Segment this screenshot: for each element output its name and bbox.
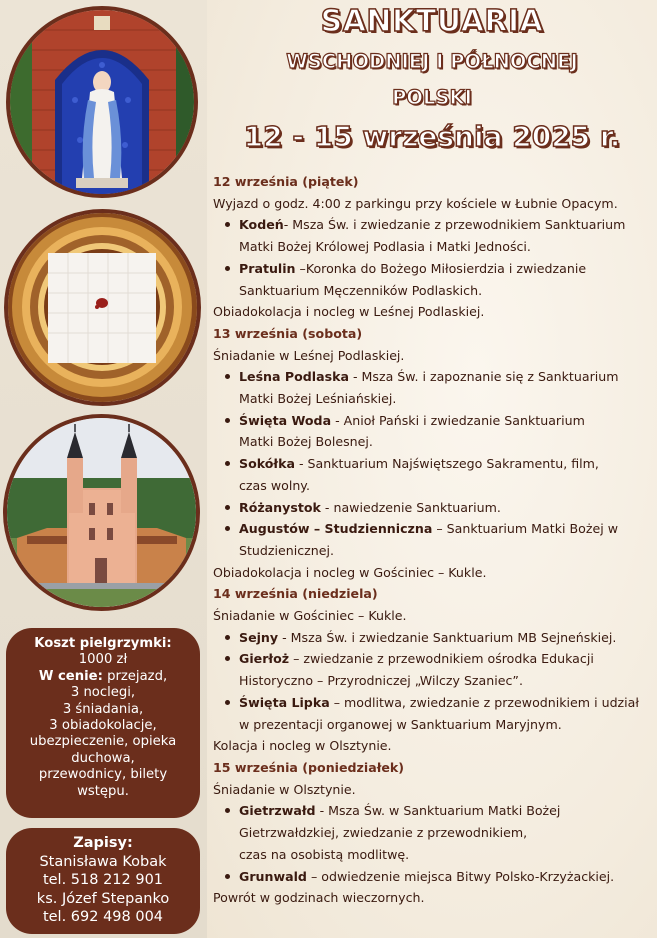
stop-place: Grunwald xyxy=(239,868,307,884)
day-heading: 15 września (poniedziałek) xyxy=(213,759,405,775)
stop-desc-cont: Gietrzwałdzkiej, zwiedzanie z przewodnikiem, xyxy=(239,825,528,841)
cost-included-line: duchowa, xyxy=(71,750,135,766)
relic-frame-photo xyxy=(4,209,201,406)
cost-included-line: przejazd, xyxy=(107,668,168,684)
stop-desc: – zwiedzanie z przewodnikiem ośrodka Edukacji xyxy=(289,651,594,667)
stop-item xyxy=(239,453,653,496)
cost-price: 1000 zł xyxy=(78,652,128,668)
stop-item xyxy=(239,258,653,301)
stop-desc: - Msza Św. i zapoznanie się z Sanktuarium xyxy=(349,369,619,385)
stop-desc: –Koronka do Bożego Miłosierdzia i zwiedzanie xyxy=(295,260,587,276)
stop-item xyxy=(239,410,653,453)
stop-desc: - Sanktuarium Najświętszego Sakramentu, film, xyxy=(294,456,599,472)
stop-item xyxy=(239,648,653,691)
day-stops xyxy=(213,214,653,301)
stop-desc-cont: Matki Bożej Królowej Podlasia i Matki Jedności. xyxy=(239,239,531,255)
stop-place: Święta Lipka xyxy=(239,694,330,710)
itinerary xyxy=(213,171,653,909)
title-subtitle-2: POLSKI xyxy=(392,86,472,109)
day-outro: Powrót w godzinach wieczornych. xyxy=(213,890,425,906)
stop-desc: – Sanktuarium Matki Bożej w xyxy=(432,521,619,537)
day-outro: Obiadokolacja i nocleg w Gościniec – Kukle. xyxy=(213,564,487,580)
stop-desc-cont: Matki Bożej Leśniańskiej. xyxy=(239,391,397,407)
stop-desc: – modlitwa, zwiedzanie z przewodnikiem i udział xyxy=(329,694,639,710)
day-stops xyxy=(213,366,653,561)
madonna-shrine-illustration xyxy=(10,10,194,194)
stop-item xyxy=(239,497,653,519)
stop-desc: - Msza Św. i zwiedzanie z przewodnikiem Sanktuarium xyxy=(283,217,626,233)
stop-item xyxy=(239,866,653,888)
cost-included-line: 3 obiadokolacje, xyxy=(49,718,157,734)
stop-desc: - Msza Św. w Sanktuarium Matki Bożej xyxy=(315,803,561,819)
day-heading: 14 września (niedziela) xyxy=(213,586,378,602)
stop-place: Gierłoż xyxy=(239,651,290,667)
cost-included-line: przewodnicy, bilety xyxy=(38,767,168,783)
day-intro: Śniadanie w Gościniec – Kukle. xyxy=(213,608,407,624)
stop-place: Różanystok xyxy=(239,499,321,515)
stop-desc-cont: Matki Bożej Bolesnej. xyxy=(239,434,373,450)
signup-box xyxy=(6,828,200,934)
madonna-shrine-photo xyxy=(6,6,198,198)
stop-desc: - Msza Św. i zwiedzanie Sanktuarium MB Sejneńskiej. xyxy=(278,629,617,645)
stop-item xyxy=(239,366,653,409)
cost-included-line: 3 noclegi, xyxy=(70,685,136,701)
stop-place: Gietrzwałd xyxy=(239,803,316,819)
stop-item xyxy=(239,214,653,257)
day-intro: Śniadanie w Leśnej Podlaskiej. xyxy=(213,347,405,363)
signup-contact-name: ks. Józef Stepanko xyxy=(36,890,170,907)
signup-contact-phone: tel. 692 498 004 xyxy=(42,909,164,926)
day-heading: 13 września (sobota) xyxy=(213,325,363,341)
cost-included-line: wstępu. xyxy=(77,783,129,799)
stop-desc: - Anioł Pański i zwiedzanie Sanktuarium xyxy=(331,412,585,428)
relic-frame-illustration xyxy=(8,213,197,402)
signup-heading: Zapisy: xyxy=(73,835,133,851)
stop-desc-cont: czas na osobistą modlitwę. xyxy=(239,846,410,862)
stop-desc: - nawiedzenie Sanktuarium. xyxy=(320,499,501,515)
day-outro: Obiadokolacja i nocleg w Leśnej Podlaskiej. xyxy=(213,304,485,320)
basilica-illustration xyxy=(7,418,196,607)
stop-place: Pratulin xyxy=(239,260,296,276)
day-stops xyxy=(213,800,653,887)
day-intro: Śniadanie w Olsztynie. xyxy=(213,781,356,797)
cost-box xyxy=(6,628,200,818)
stop-place: Leśna Podlaska xyxy=(239,369,349,385)
cost-included-line: 3 śniadania, xyxy=(62,701,144,717)
day-stops xyxy=(213,627,653,736)
cost-heading: Koszt pielgrzymki: xyxy=(34,636,172,651)
stop-desc-cont: Historyczno – Przyrodniczej „Wilczy Szaniec”. xyxy=(239,673,523,689)
day-heading: 12 września (piątek) xyxy=(213,174,359,189)
stop-place: Sejny xyxy=(239,629,279,645)
stop-item xyxy=(239,692,653,735)
stop-desc: – odwiedzenie miejsca Bitwy Polsko-Krzyżackiej. xyxy=(306,868,615,884)
stop-desc-cont: Studzienicznej. xyxy=(239,542,335,558)
stop-desc-cont: czas wolny. xyxy=(239,477,310,493)
stop-place: Kodeń xyxy=(239,217,284,233)
title-dates: 12 - 15 września 2025 r. xyxy=(243,120,621,153)
stop-item xyxy=(239,627,653,649)
cost-included-label: W cenie: xyxy=(38,668,103,684)
stop-place: Święta Woda xyxy=(239,412,332,428)
stop-item xyxy=(239,518,653,561)
signup-contact-name: Stanisława Kobak xyxy=(39,853,167,870)
stop-desc-cont: w prezentacji organowej w Sanktuarium Maryjnym. xyxy=(239,716,562,732)
stop-item xyxy=(239,800,653,865)
day-intro: Wyjazd o godz. 4:00 z parkingu przy kościele w Łubnie Opacym. xyxy=(213,195,618,211)
basilica-photo xyxy=(3,414,200,611)
signup-contact-phone: tel. 518 212 901 xyxy=(42,872,164,889)
cost-included-line: ubezpieczenie, opieka xyxy=(29,734,177,750)
title-subtitle-1: WSCHODNIEJ I PÓŁNOCNEJ xyxy=(286,50,578,73)
stop-place: Augustów – Studzienniczna xyxy=(239,521,433,537)
stop-place: Sokółka xyxy=(239,456,295,472)
stop-desc-cont: Sanktuarium Męczenników Podlaskich. xyxy=(239,282,483,298)
day-outro: Kolacja i nocleg w Olsztynie. xyxy=(213,738,392,754)
title-main: SANKTUARIA xyxy=(320,4,544,39)
